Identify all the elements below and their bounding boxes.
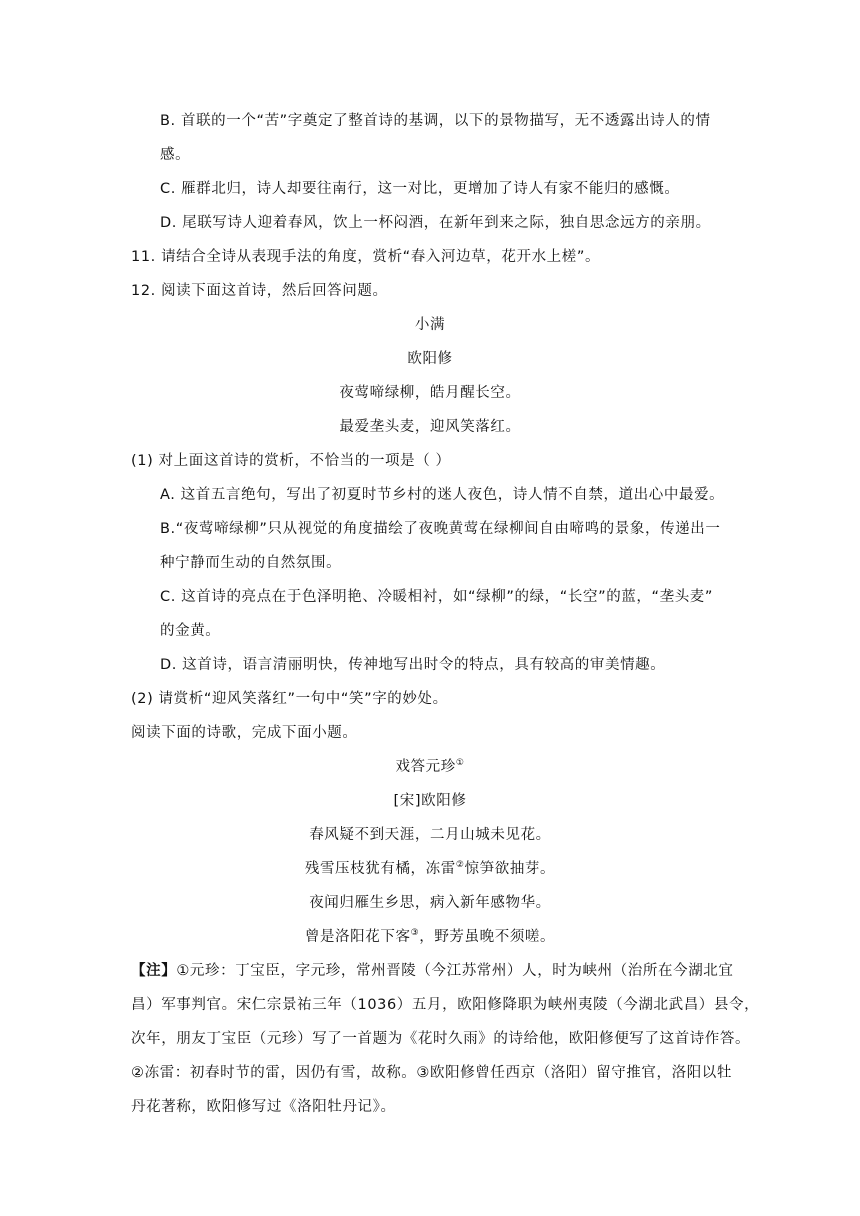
poem2-title-footnote-marker: ①	[455, 758, 465, 769]
q12-option-b-line1: B.“夜莺啼绿柳”只从视觉的角度描绘了夜晚黄莺在绿柳间自由啼鸣的景象，传递出一	[160, 521, 721, 537]
notes-label: 【注】	[131, 963, 177, 979]
poem2-title	[0, 757, 860, 777]
poem2-line3: 夜闻归雁生乡思，病入新年感物华。	[309, 895, 551, 911]
q12-option-a: A. 这首五言绝句，写出了初夏时节乡村的迷人夜色，诗人情不自禁，道出心中最爱。	[160, 487, 725, 503]
poem2-line1: 春风疑不到天涯，二月山城未见花。	[309, 827, 551, 843]
poem2-line4-part2: ，野芳虽晚不须嗟。	[419, 929, 556, 945]
poem1-author: 欧阳修	[407, 351, 453, 367]
poem2-line2-part1: 残雪压枝犹有橘，冻雷	[304, 861, 456, 877]
poem2-line2-footnote-marker: ②	[455, 860, 465, 871]
q10-option-b-line1: B. 首联的一个“苦”字奠定了整首诗的基调，以下的景物描写，无不透露出诗人的情	[160, 113, 711, 129]
q12-option-d: D. 这首诗，语言清丽明快，传神地写出时令的特点，具有较高的审美情趣。	[160, 657, 666, 673]
question-12-intro: 12. 阅读下面这首诗，然后回答问题。	[131, 283, 388, 299]
poem2-title-text: 戏答元珍	[395, 759, 456, 775]
poem1-title: 小满	[414, 317, 446, 333]
poem2-line4-footnote-marker: ③	[410, 928, 420, 939]
poem2-author: [宋]欧阳修	[393, 793, 467, 809]
q10-option-b-line2: 感。	[160, 147, 191, 163]
poem1-line1: 夜莺啼绿柳，皓月醒长空。	[339, 385, 521, 401]
q10-option-d: D. 尾联写诗人迎着春风，饮上一杯闷酒，在新年到来之际，独自思念远方的亲朋。	[160, 215, 711, 231]
question-11: 11. 请结合全诗从表现手法的角度，赏析“春入河边草，花开水上槎”。	[131, 249, 601, 265]
notes-line4: ②冻雷：初春时节的雷，因仍有雪，故称。③欧阳修曾任西京（洛阳）留守推官，洛阳以牡	[131, 1065, 732, 1081]
notes-line5: 丹花著称，欧阳修写过《洛阳牡丹记》。	[131, 1099, 396, 1115]
poem2-line4	[0, 927, 860, 947]
notes-line1	[131, 961, 734, 981]
q12-sub2: (2) 请赏析“迎风笑落红”一句中“笑”字的妙处。	[131, 691, 448, 707]
reading-intro: 阅读下面的诗歌，完成下面小题。	[131, 725, 358, 741]
q10-option-c: C. 雁群北归，诗人却要往南行，这一对比，更增加了诗人有家不能归的感慨。	[160, 181, 680, 197]
q12-option-c-line1: C. 这首诗的亮点在于色泽明艳、冷暖相衬，如“绿柳”的绿，“长空”的蓝，“垄头麦”	[160, 589, 714, 605]
q12-sub1: (1) 对上面这首诗的赏析，不恰当的一项是（ ）	[131, 453, 451, 469]
q12-option-c-line2: 的金黄。	[160, 623, 221, 639]
poem2-line2-part2: 惊笋欲抽芽。	[464, 861, 556, 877]
notes-line1-text: ①元珍：丁宝臣，字元珍，常州晋陵（今江苏常州）人，时为峡州（治所在今湖北宜	[176, 963, 734, 979]
notes-line2: 昌）军事判官。宋仁宗景祐三年（1036）五月，欧阳修降职为峡州夷陵（今湖北武昌）县令，	[131, 997, 760, 1013]
poem2-line2	[0, 859, 860, 879]
notes-line3: 次年，朋友丁宝臣（元珍）写了一首题为《花时久雨》的诗给他，欧阳修便写了这首诗作答。	[131, 1031, 751, 1047]
q12-option-b-line2: 种宁静而生动的自然氛围。	[160, 555, 342, 571]
poem2-line4-part1: 曾是洛阳花下客	[304, 929, 411, 945]
poem1-line2: 最爱垄头麦，迎风笑落红。	[339, 419, 521, 435]
